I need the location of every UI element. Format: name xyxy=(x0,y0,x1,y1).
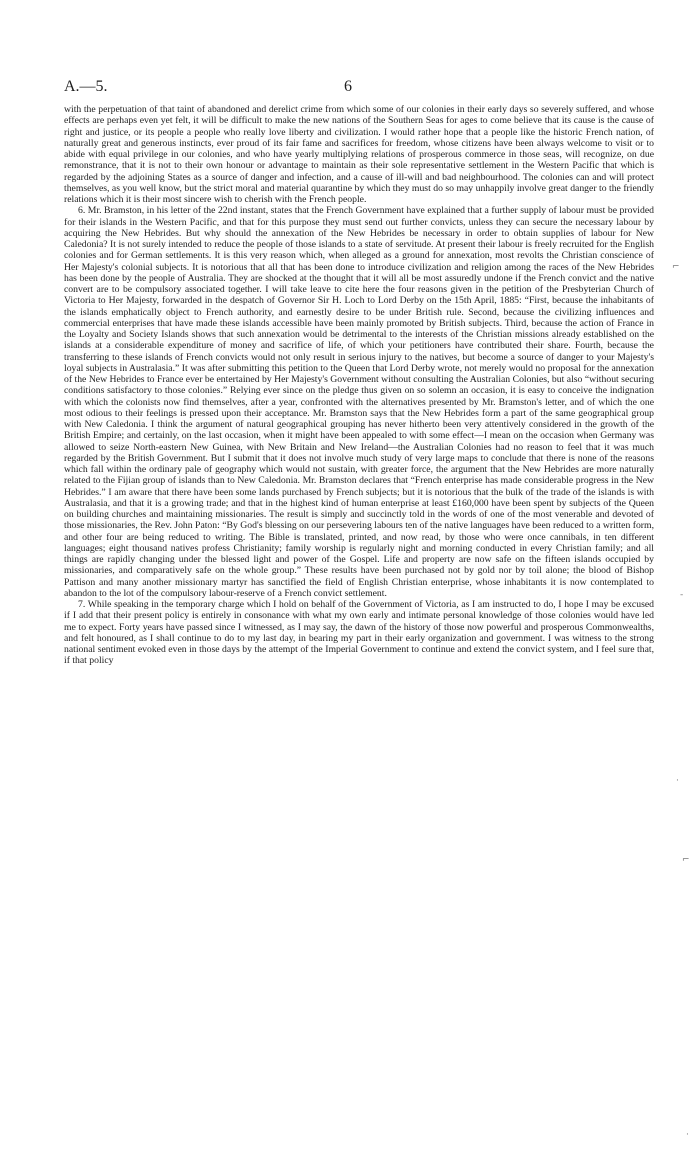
paragraph-6: 6. Mr. Bramston, in his letter of the 22nd instant, states that the French Government have explained that a further supply of labour must be provided for their islands in the Western Pacific, and that for this purpose they must send out further convicts, unless they can secure the necessary labour by acquiring the New Hebrides. But why should the annexation of the New Hebrides be necessary in order to obtain supplies of labour for New Caledonia? It is not surely intended to reduce the people of those islands to a state of servitude. At present their labour is freely recruited for the English colonies and for German settlements. It is this very reason which, when alleged as a ground for annexation, most revolts the Christian conscience of Her Majesty's colonial subjects. It is notorious that all that has been done to introduce civilization and religion among the races of the New Hebrides has been done by the people of Australia. They are shocked at the thought that it will all be most assuredly undone if the French convict and the native convert are to be compulsory associated together. I will take leave to cite here the four reasons given in the petition of the Presbyterian Church of Victoria to Her Majesty, forwarded in the despatch of Governor Sir H. Loch to Lord Derby on the 15th April, 1885: “First, because the inhabitants of the islands emphatically object to French authority, and earnestly desire to be under British rule. Second, because the civilizing influences and commercial enterprises that have made these islands accessible have been mainly promoted by British subjects. Third, because the action of France in the Loyalty and Society Islands shows that such annexation would be detrimental to the interests of the Christian missions already established on the islands at a considerable expenditure of money and sacrifice of life, of which your petitioners have contributed their share. Fourth, because the transferring to these islands of French convicts would not only result in serious injury to the natives, but become a source of danger to your Majesty's loyal subjects in Australasia.” It was after submitting this petition to the Queen that Lord Derby wrote, not merely would no proposal for the annexation of the New Hebrides to France ever be entertained by Her Majesty's Government without consulting the Australian Colonies, but also “without securing conditions satisfactory to those colonies.” Relying ever since on the pledge thus given on so solemn an occasion, it is easy to conceive the indignation with which the colonists now find themselves, after a year, confronted with the alternatives presented by Mr. Bramston's letter, and of which the one most odious to their feelings is pressed upon their acceptance. Mr. Bramston says that the New Hebrides form a part of the same geographical group with New Caledonia. I think the argument of natural geographical grouping has never hitherto been very attentively considered in the growth of the British Empire; and certainly, on the last occasion, when it might have been appealed to with some effect—I mean on the occasion when Germany was allowed to seize North-eastern New Guinea, with New Britain and New Ireland—the Australian Colonies had no reason to feel that it was much regarded by the British Government. But I submit that it does not involve much study of very large maps to conclude that there is none of the reasons which fall within the ordinary pale of geography which would not sustain, with greater force, the argument that the New Hebrides are more naturally related to the Fijian group of islands than to New Caledonia. Mr. Bramston declares that “French enterprise has made considerable progress in the New Hebrides.” I am aware that there have been some lands purchased by French subjects; but it is notorious that the bulk of the trade of the islands is with Australasia, and that it is a growing trade; and that in the highest kind of human enterprise at least £160,000 have been spent by subjects of the Queen on building churches and maintaining missionaries. The result is simply and succinctly told in the words of one of the most venerable and devoted of those missionaries, the Rev. John Paton: “By God's blessing on our persevering labours ten of the native languages have been reduced to a written form, and other four are being reduced to writing. The Bible is translated, printed, and now read, by those who were once cannibals, in ten different languages; eight thousand natives profess Christianity; family worship is regularly night and morning conducted in every Christian family; and all things are rapidly changing under the blessed light and power of the Gospel. Life and property are now safe on the fifteen islands occupied by missionaries, and comparatively safe on the whole group.” These results have been purchased not by gold nor by toil alone; the blood of Bishop Pattison and many another missionary martyr has sanctified the field of English Christian enterprise, whose inhabitants it is now contemplated to abandon to the lot of the compulsory labour-reserve of a French convict settlement. xyxy=(64,205,654,599)
paragraph-7: 7. While speaking in the temporary charge which I hold on behalf of the Government of Victoria, as I am instructed to do, I hope I may be excused if I add that their present policy is entirely in consonance with what my own early and intimate personal knowledge of those colonies would have led me to expect. Forty years have passed since I witnessed, as I may say, the dawn of the history of those now powerful and prosperous Commonwealths, and felt honoured, as I shall continue to do to my last day, in bearing my part in their early organization and government. I was witness to the strong national sentiment evoked even in those days by the attempt of the Imperial Government to continue and extend the convict system, and I feel sure that, if that policy xyxy=(64,599,654,667)
page-number: 6 xyxy=(344,78,352,95)
margin-mark: ⌐ xyxy=(672,262,680,272)
page-header xyxy=(64,78,652,102)
margin-mark: ‑ xyxy=(680,590,684,600)
document-body xyxy=(64,104,654,667)
margin-mark: ⌐ xyxy=(682,855,690,865)
paragraph-continuation: with the perpetuation of that taint of abandoned and derelict crime from which some of our colonies in their early days so severely suffered, and whose effects are perhaps even yet felt, it will be difficult to make the new nations of the Southern Seas for ages to come believe that its cause is the cause of right and justice, or its people a people who really love liberty and civilization. I would rather hope that a people like the historic French nation, of naturally great and generous instincts, ever proud of its fair fame and sacrifices for freedom, whose citizens have been always welcome to visit or to abide with equal privilege in our colonies, and who have yearly multiplying relations of prosperous commerce in those seas, will recognize, on due remonstrance, that it is not to their own honour or advantage to maintain as their sole representative settlement in the Western Pacific that which is regarded by the adjoining States as a source of danger and infection, and a cause of ill-will and bad neighbourhood. The colonies can and will protect themselves, as you well know, but the strict moral and material quarantine by which they must do so may unhappily involve great danger to the friendly relations which it is their most sincere wish to cherish with the French people. xyxy=(64,104,654,205)
margin-mark: · xyxy=(676,776,679,786)
margin-mark: · xyxy=(686,1130,689,1140)
document-reference: A.—5. xyxy=(64,78,108,95)
